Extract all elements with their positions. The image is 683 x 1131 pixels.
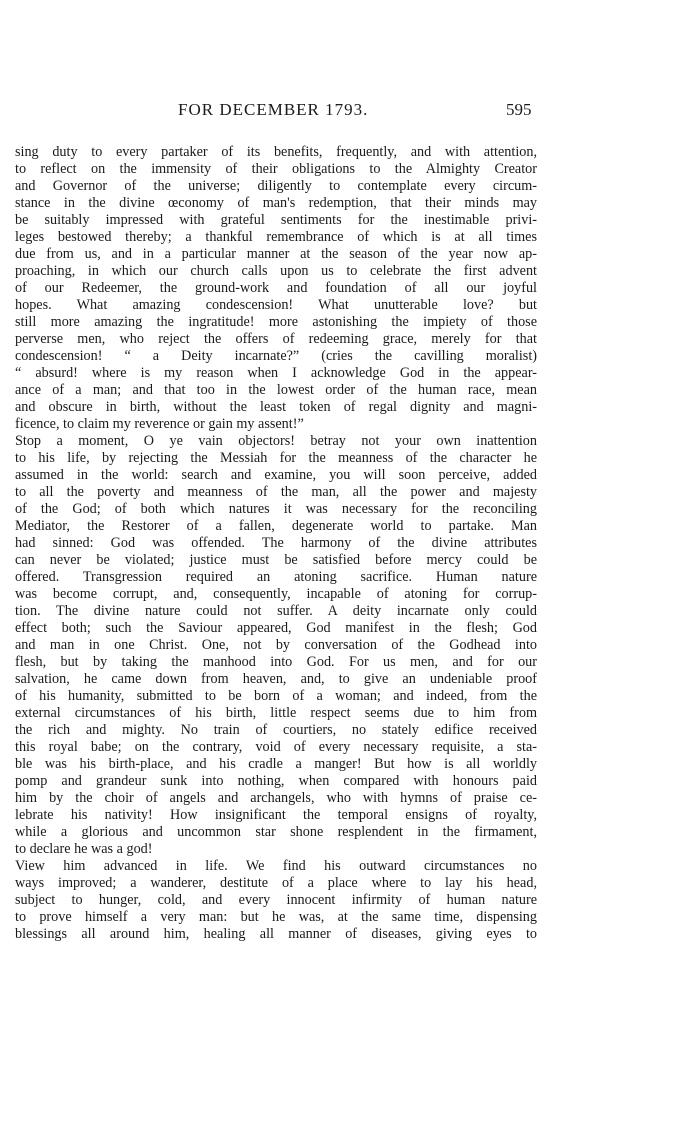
text-line: perverse men, who reject the offers of redeeming grace, merely for that (15, 331, 537, 347)
text-line: subject to hunger, cold, and every innocent infirmity of human nature (15, 892, 537, 908)
page-header (0, 100, 683, 124)
text-line: due from us, and in a particular manner at the season of the year now ap- (15, 246, 537, 262)
text-line: flesh, but by taking the manhood into God. For us men, and for our (15, 654, 537, 670)
text-line: ble was his birth-place, and his cradle a manger! But how is all worldly (15, 756, 537, 772)
text-line: ance of a man; and that too in the lowest order of the human race, mean (15, 382, 537, 398)
text-line: of his humanity, submitted to be born of a woman; and indeed, from the (15, 688, 537, 704)
text-line: to prove himself a very man: but he was, at the same time, dispensing (15, 909, 537, 925)
text-line: View him advanced in life. We find his outward circumstances no (15, 858, 537, 874)
text-line: offered. Transgression required an atoning sacrifice. Human nature (15, 569, 537, 585)
text-line: effect both; such the Saviour appeared, God manifest in the flesh; God (15, 620, 537, 636)
page-number: 595 (506, 100, 532, 119)
text-line: be suitably impressed with grateful sentiments for the inestimable privi- (15, 212, 537, 228)
text-line: condescension! “ a Deity incarnate?” (cries the cavilling moralist) (15, 348, 537, 364)
text-line: this royal babe; on the contrary, void of every necessary requisite, a sta- (15, 739, 537, 755)
text-line: can never be violated; justice must be satisfied before mercy could be (15, 552, 537, 568)
text-line: assumed in the world: search and examine, you will soon perceive, added (15, 467, 537, 483)
text-line: to declare he was a god! (15, 841, 153, 857)
text-line: tion. The divine nature could not suffer. A deity incarnate only could (15, 603, 537, 619)
text-line: had sinned: God was offended. The harmony of the divine attributes (15, 535, 537, 551)
text-line: hopes. What amazing condescension! What unutterable love? but (15, 297, 537, 313)
text-line: to all the poverty and meanness of the man, all the power and majesty (15, 484, 537, 500)
text-line: pomp and grandeur sunk into nothing, when compared with honours paid (15, 773, 537, 789)
text-line: Stop a moment, O ye vain objectors! betray not your own inattention (15, 433, 537, 449)
text-line: to his life, by rejecting the Messiah for the meanness of the character he (15, 450, 537, 466)
text-line: was become corrupt, and, consequently, incapable of atoning for corrup- (15, 586, 537, 602)
text-line: and man in one Christ. One, not by conversation of the Godhead into (15, 637, 537, 653)
text-line: external circumstances of his birth, little respect seems due to him from (15, 705, 537, 721)
text-line: of our Redeemer, the ground-work and foundation of all our joyful (15, 280, 537, 296)
text-line: still more amazing the ingratitude! more astonishing the impiety of those (15, 314, 537, 330)
text-line: blessings all around him, healing all manner of diseases, giving eyes to (15, 926, 537, 942)
text-line: while a glorious and uncommon star shone resplendent in the firmament, (15, 824, 537, 840)
text-line: salvation, he came down from heaven, and, to give an undeniable proof (15, 671, 537, 687)
text-line: ways improved; a wanderer, destitute of a place where to lay his head, (15, 875, 537, 891)
running-head: FOR DECEMBER 1793. (178, 100, 369, 119)
text-line: proaching, in which our church calls upon us to celebrate the first advent (15, 263, 537, 279)
text-line: stance in the divine œconomy of man's redemption, that their minds may (15, 195, 537, 211)
text-line: ficence, to claim my reverence or gain my assent!” (15, 416, 304, 432)
text-line: Mediator, the Restorer of a fallen, degenerate world to partake. Man (15, 518, 537, 534)
text-line: lebrate his nativity! How insignificant the temporal ensigns of royalty, (15, 807, 537, 823)
text-line: to reflect on the immensity of their obligations to the Almighty Creator (15, 161, 537, 177)
text-line: leges bestowed thereby; a thankful remembrance of which is at all times (15, 229, 537, 245)
text-line: him by the choir of angels and archangels, who with hymns of praise ce- (15, 790, 537, 806)
text-line: the rich and mighty. No train of courtiers, no stately edifice received (15, 722, 537, 738)
text-line: sing duty to every partaker of its benefits, frequently, and with attention, (15, 144, 537, 160)
text-line: and Governor of the universe; diligently to contemplate every circum- (15, 178, 537, 194)
text-line: and obscure in birth, without the least token of regal dignity and magni- (15, 399, 537, 415)
text-line: “ absurd! where is my reason when I acknowledge God in the appear- (15, 365, 537, 381)
body-text (15, 144, 537, 943)
text-line: of the God; of both which natures it was necessary for the reconciling (15, 501, 537, 517)
